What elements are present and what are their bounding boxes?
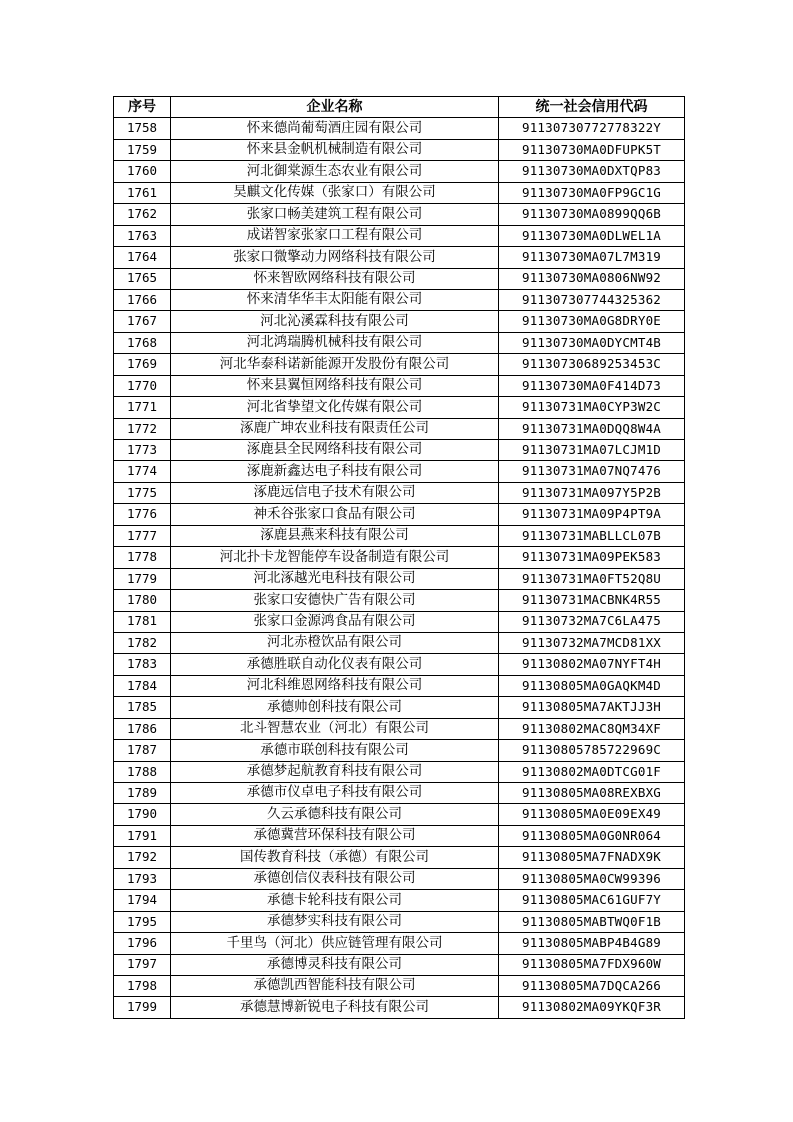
company-name-cell: 涿鹿远信电子技术有限公司 <box>171 482 499 503</box>
company-name-cell: 承德博灵科技有限公司 <box>171 954 499 975</box>
table-row <box>114 525 685 546</box>
credit-code-cell: 91130730MA0DYCMT4B <box>499 332 685 353</box>
credit-code-cell: 91130802MAC8QM34XF <box>499 718 685 739</box>
table-row <box>114 868 685 889</box>
table-row <box>114 225 685 246</box>
serial-number-cell: 1771 <box>114 397 171 418</box>
credit-code-cell: 91130805MA0E09EX49 <box>499 804 685 825</box>
serial-number-cell: 1768 <box>114 332 171 353</box>
credit-code-cell: 91130802MA07NYFT4H <box>499 654 685 675</box>
credit-code-cell: 91130805MA7DQCA266 <box>499 975 685 996</box>
credit-code-cell: 91130731MA07LCJM1D <box>499 440 685 461</box>
table-row <box>114 332 685 353</box>
serial-number-cell: 1780 <box>114 590 171 611</box>
credit-code-cell: 91130731MA09P4PT9A <box>499 504 685 525</box>
company-name-cell: 久云承德科技有限公司 <box>171 804 499 825</box>
credit-code-cell: 91130805MAC61GUF7Y <box>499 890 685 911</box>
table-row <box>114 933 685 954</box>
company-name-cell: 国传教育科技（承德）有限公司 <box>171 847 499 868</box>
company-name-cell: 怀来县翼恒网络科技有限公司 <box>171 375 499 396</box>
company-name-cell: 涿鹿县全民网络科技有限公司 <box>171 440 499 461</box>
serial-number-cell: 1767 <box>114 311 171 332</box>
serial-number-cell: 1799 <box>114 997 171 1018</box>
serial-number-cell: 1777 <box>114 525 171 546</box>
company-name-cell: 河北科维恩网络科技有限公司 <box>171 675 499 696</box>
serial-number-cell: 1761 <box>114 182 171 203</box>
table-row <box>114 975 685 996</box>
serial-number-cell: 1786 <box>114 718 171 739</box>
company-name-cell: 张家口金源鸿食品有限公司 <box>171 611 499 632</box>
serial-number-cell: 1778 <box>114 547 171 568</box>
table-row <box>114 997 685 1018</box>
serial-number-cell: 1795 <box>114 911 171 932</box>
serial-number-cell: 1796 <box>114 933 171 954</box>
company-name-cell: 张家口安德快广告有限公司 <box>171 590 499 611</box>
credit-code-cell: 91130730MA0899QQ6B <box>499 204 685 225</box>
serial-number-cell: 1792 <box>114 847 171 868</box>
serial-number-cell: 1776 <box>114 504 171 525</box>
table-row <box>114 482 685 503</box>
table-row <box>114 139 685 160</box>
serial-number-cell: 1774 <box>114 461 171 482</box>
company-name-cell: 承德凯西智能科技有限公司 <box>171 975 499 996</box>
company-name-cell: 承德梦实科技有限公司 <box>171 911 499 932</box>
credit-code-cell: 91130730MA0DFUPK5T <box>499 139 685 160</box>
credit-code-cell: 91130731MACBNK4R55 <box>499 590 685 611</box>
table-row <box>114 675 685 696</box>
serial-number-cell: 1783 <box>114 654 171 675</box>
company-name-cell: 河北涿越光电科技有限公司 <box>171 568 499 589</box>
credit-code-cell: 91130805MA0CW99396 <box>499 868 685 889</box>
serial-number-cell: 1775 <box>114 482 171 503</box>
serial-number-cell: 1798 <box>114 975 171 996</box>
table-row <box>114 825 685 846</box>
table-row <box>114 954 685 975</box>
credit-code-cell: 91130731MABLLCL07B <box>499 525 685 546</box>
company-name-cell: 涿鹿新鑫达电子科技有限公司 <box>171 461 499 482</box>
company-name-cell: 承德市仪卓电子科技有限公司 <box>171 783 499 804</box>
company-name-cell: 怀来德尚葡萄酒庄园有限公司 <box>171 118 499 139</box>
serial-number-cell: 1764 <box>114 247 171 268</box>
credit-code-cell: 91130802MA09YKQF3R <box>499 997 685 1018</box>
serial-number-cell: 1772 <box>114 418 171 439</box>
company-name-cell: 怀来智欧网络科技有限公司 <box>171 268 499 289</box>
table-row <box>114 718 685 739</box>
serial-number-cell: 1763 <box>114 225 171 246</box>
serial-number-cell: 1788 <box>114 761 171 782</box>
credit-code-cell: 91130730689253453C <box>499 354 685 375</box>
company-name-cell: 涿鹿县燕来科技有限公司 <box>171 525 499 546</box>
credit-code-cell: 91130731MA0DQQ8W4A <box>499 418 685 439</box>
company-credit-code-table <box>113 96 685 1019</box>
table-header <box>114 97 685 118</box>
table-row <box>114 397 685 418</box>
credit-code-cell: 91130730MA07L7M319 <box>499 247 685 268</box>
serial-number-cell: 1794 <box>114 890 171 911</box>
serial-number-cell: 1766 <box>114 289 171 310</box>
table-row <box>114 568 685 589</box>
credit-code-cell: 91130805MA7AKTJJ3H <box>499 697 685 718</box>
credit-code-cell: 91130730MA0806NW92 <box>499 268 685 289</box>
company-name-cell: 承德慧博新锐电子科技有限公司 <box>171 997 499 1018</box>
table-row <box>114 118 685 139</box>
table-row <box>114 611 685 632</box>
serial-number-cell: 1769 <box>114 354 171 375</box>
table-row <box>114 440 685 461</box>
company-name-cell: 成诺智家张家口工程有限公司 <box>171 225 499 246</box>
credit-code-cell: 91130805MA0G0NR064 <box>499 825 685 846</box>
serial-number-cell: 1793 <box>114 868 171 889</box>
credit-code-cell: 91130805MABTWQ0F1B <box>499 911 685 932</box>
company-name-cell: 怀来县金帆机械制造有限公司 <box>171 139 499 160</box>
company-name-cell: 承德市联创科技有限公司 <box>171 740 499 761</box>
serial-number-cell: 1784 <box>114 675 171 696</box>
table-row <box>114 375 685 396</box>
credit-code-cell: 91130730MA0FP9GC1G <box>499 182 685 203</box>
table-row <box>114 740 685 761</box>
serial-number-cell: 1791 <box>114 825 171 846</box>
company-name-cell: 北斗智慧农业（河北）有限公司 <box>171 718 499 739</box>
company-name-cell: 河北鸿瑞腾机械科技有限公司 <box>171 332 499 353</box>
company-name-cell: 承德帅创科技有限公司 <box>171 697 499 718</box>
company-name-cell: 河北扑卡龙智能停车设备制造有限公司 <box>171 547 499 568</box>
serial-number-cell: 1770 <box>114 375 171 396</box>
serial-number-cell: 1787 <box>114 740 171 761</box>
table-row <box>114 354 685 375</box>
credit-code-cell: 91130731MA0FT52Q8U <box>499 568 685 589</box>
credit-code-cell: 91130805MA0GAQKM4D <box>499 675 685 696</box>
table-row <box>114 461 685 482</box>
header-serial-number: 序号 <box>114 97 171 118</box>
serial-number-cell: 1782 <box>114 632 171 653</box>
company-name-cell: 承德冀营环保科技有限公司 <box>171 825 499 846</box>
table-row <box>114 268 685 289</box>
table-row <box>114 890 685 911</box>
credit-code-cell: 91130730MA0DLWEL1A <box>499 225 685 246</box>
credit-code-cell: 91130730772778322Y <box>499 118 685 139</box>
credit-code-cell: 911307307744325362 <box>499 289 685 310</box>
credit-code-cell: 91130805MA08REXBXG <box>499 783 685 804</box>
table-row <box>114 289 685 310</box>
table-row <box>114 182 685 203</box>
serial-number-cell: 1765 <box>114 268 171 289</box>
credit-code-cell: 91130805MA7FDX960W <box>499 954 685 975</box>
serial-number-cell: 1759 <box>114 139 171 160</box>
serial-number-cell: 1779 <box>114 568 171 589</box>
credit-code-cell: 91130732MA7C6LA475 <box>499 611 685 632</box>
table-row <box>114 247 685 268</box>
table-row <box>114 783 685 804</box>
credit-code-cell: 91130731MA097Y5P2B <box>499 482 685 503</box>
credit-code-cell: 91130730MA0F414D73 <box>499 375 685 396</box>
company-name-cell: 河北御棠源生态农业有限公司 <box>171 161 499 182</box>
serial-number-cell: 1789 <box>114 783 171 804</box>
company-name-cell: 涿鹿广坤农业科技有限责任公司 <box>171 418 499 439</box>
table-row <box>114 547 685 568</box>
company-name-cell: 昊麒文化传媒（张家口）有限公司 <box>171 182 499 203</box>
company-name-cell: 千里鸟（河北）供应链管理有限公司 <box>171 933 499 954</box>
serial-number-cell: 1760 <box>114 161 171 182</box>
serial-number-cell: 1797 <box>114 954 171 975</box>
table-row <box>114 632 685 653</box>
company-name-cell: 张家口微擎动力网络科技有限公司 <box>171 247 499 268</box>
company-name-cell: 河北沁溪霖科技有限公司 <box>171 311 499 332</box>
serial-number-cell: 1762 <box>114 204 171 225</box>
credit-code-cell: 91130731MA09PEK583 <box>499 547 685 568</box>
credit-code-cell: 91130732MA7MCD81XX <box>499 632 685 653</box>
header-company-name: 企业名称 <box>171 97 499 118</box>
company-name-cell: 承德卡轮科技有限公司 <box>171 890 499 911</box>
table-row <box>114 418 685 439</box>
credit-code-cell: 91130805MABP4B4G89 <box>499 933 685 954</box>
company-name-cell: 承德创信仪表科技有限公司 <box>171 868 499 889</box>
company-name-cell: 张家口畅美建筑工程有限公司 <box>171 204 499 225</box>
table-row <box>114 804 685 825</box>
credit-code-cell: 91130731MA0CYP3W2C <box>499 397 685 418</box>
table-row <box>114 654 685 675</box>
table-row <box>114 204 685 225</box>
table-row <box>114 847 685 868</box>
company-name-cell: 河北赤橙饮品有限公司 <box>171 632 499 653</box>
serial-number-cell: 1773 <box>114 440 171 461</box>
table-row <box>114 311 685 332</box>
table-row <box>114 697 685 718</box>
company-name-cell: 怀来清华华丰太阳能有限公司 <box>171 289 499 310</box>
serial-number-cell: 1785 <box>114 697 171 718</box>
credit-code-cell: 91130731MA07NQ7476 <box>499 461 685 482</box>
credit-code-cell: 91130802MA0DTCG01F <box>499 761 685 782</box>
credit-code-cell: 91130730MA0DXTQP83 <box>499 161 685 182</box>
credit-code-cell: 91130805MA7FNADX9K <box>499 847 685 868</box>
company-name-cell: 河北华泰科诺新能源开发股份有限公司 <box>171 354 499 375</box>
table-row <box>114 761 685 782</box>
table-body <box>114 118 685 1018</box>
credit-code-cell: 91130730MA0G8DRY0E <box>499 311 685 332</box>
serial-number-cell: 1781 <box>114 611 171 632</box>
credit-code-cell: 91130805785722969C <box>499 740 685 761</box>
serial-number-cell: 1758 <box>114 118 171 139</box>
company-name-cell: 承德梦起航教育科技有限公司 <box>171 761 499 782</box>
table-row <box>114 161 685 182</box>
serial-number-cell: 1790 <box>114 804 171 825</box>
table-row <box>114 590 685 611</box>
table-row <box>114 911 685 932</box>
header-row <box>114 97 685 118</box>
company-name-cell: 神禾谷张家口食品有限公司 <box>171 504 499 525</box>
company-name-cell: 河北省挚望文化传媒有限公司 <box>171 397 499 418</box>
company-name-cell: 承德胜联自动化仪表有限公司 <box>171 654 499 675</box>
header-credit-code: 统一社会信用代码 <box>499 97 685 118</box>
table-row <box>114 504 685 525</box>
